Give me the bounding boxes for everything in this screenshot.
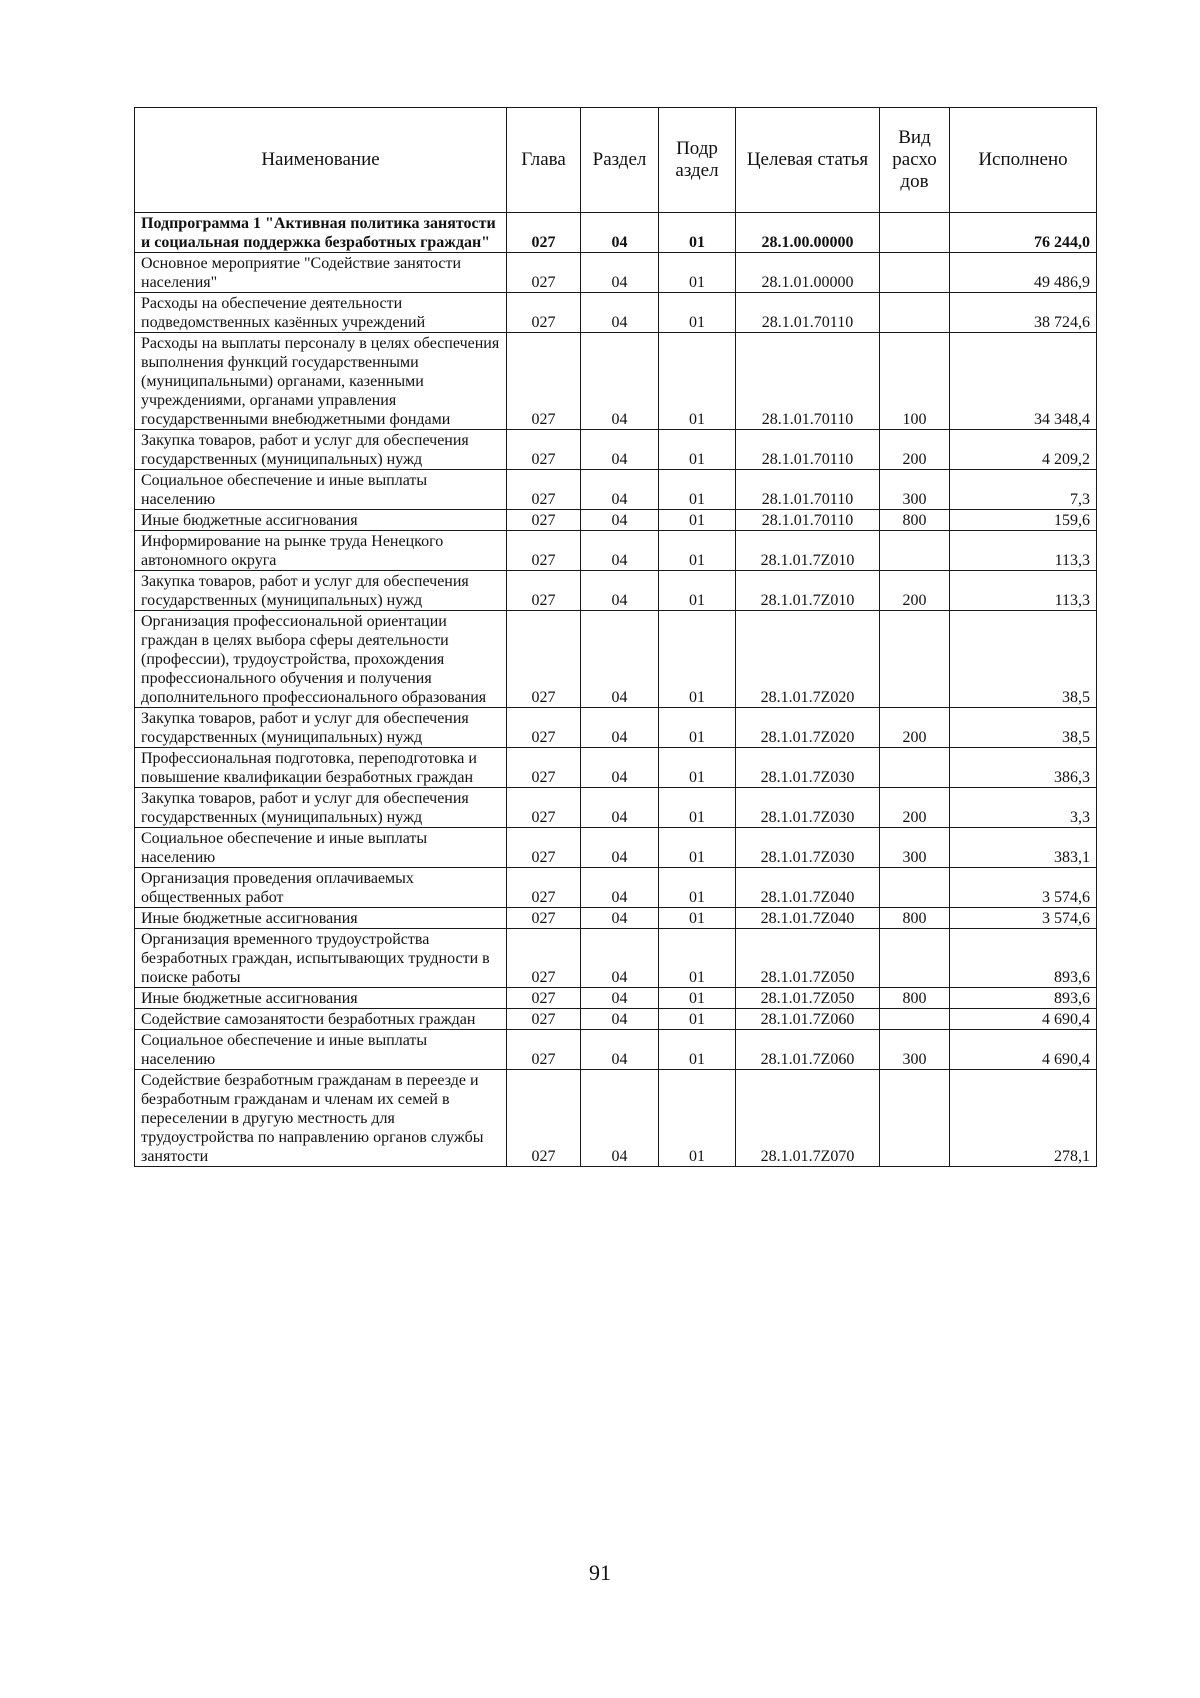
cell-glava: 027	[507, 988, 581, 1009]
cell-name: Закупка товаров, работ и услуг для обеспечения государственных (муниципальных) нужд	[135, 430, 507, 470]
table-row	[135, 748, 1097, 788]
cell-glava: 027	[507, 748, 581, 788]
page-number: 91	[589, 1560, 611, 1585]
cell-razdel: 04	[581, 1030, 659, 1070]
cell-glava: 027	[507, 293, 581, 333]
cell-celevaya-statya: 28.1.01.7Z050	[736, 988, 880, 1009]
cell-razdel: 04	[581, 611, 659, 708]
cell-celevaya-statya: 28.1.01.70110	[736, 430, 880, 470]
cell-razdel: 04	[581, 253, 659, 293]
cell-vid-rashodov: 200	[880, 708, 950, 748]
table-row	[135, 908, 1097, 929]
cell-celevaya-statya: 28.1.01.7Z040	[736, 908, 880, 929]
cell-celevaya-statya: 28.1.01.7Z030	[736, 748, 880, 788]
cell-name: Расходы на обеспечение деятельности подведомственных казённых учреждений	[135, 293, 507, 333]
cell-ispolneno: 3 574,6	[950, 868, 1097, 908]
cell-vid-rashodov	[880, 1009, 950, 1030]
cell-vid-rashodov: 300	[880, 1030, 950, 1070]
header-celevaya-statya: Целевая статья	[736, 108, 880, 213]
cell-celevaya-statya: 28.1.01.7Z020	[736, 611, 880, 708]
cell-podrazdel: 01	[659, 1030, 736, 1070]
cell-glava: 027	[507, 908, 581, 929]
cell-celevaya-statya: 28.1.01.7Z060	[736, 1030, 880, 1070]
cell-razdel: 04	[581, 531, 659, 571]
table-row	[135, 828, 1097, 868]
cell-razdel: 04	[581, 213, 659, 253]
cell-ispolneno: 3 574,6	[950, 908, 1097, 929]
cell-vid-rashodov	[880, 611, 950, 708]
header-razdel: Раздел	[581, 108, 659, 213]
cell-podrazdel: 01	[659, 988, 736, 1009]
cell-vid-rashodov	[880, 531, 950, 571]
cell-ispolneno: 76 244,0	[950, 213, 1097, 253]
cell-razdel: 04	[581, 708, 659, 748]
cell-razdel: 04	[581, 510, 659, 531]
header-glava: Глава	[507, 108, 581, 213]
cell-name: Иные бюджетные ассигнования	[135, 908, 507, 929]
table-row	[135, 1070, 1097, 1167]
cell-vid-rashodov	[880, 293, 950, 333]
cell-vid-rashodov: 800	[880, 908, 950, 929]
cell-celevaya-statya: 28.1.01.7Z050	[736, 929, 880, 988]
cell-glava: 027	[507, 1070, 581, 1167]
cell-glava: 027	[507, 1030, 581, 1070]
cell-celevaya-statya: 28.1.01.7Z070	[736, 1070, 880, 1167]
cell-celevaya-statya: 28.1.01.7Z030	[736, 828, 880, 868]
cell-ispolneno: 3,3	[950, 788, 1097, 828]
cell-name: Закупка товаров, работ и услуг для обеспечения государственных (муниципальных) нужд	[135, 708, 507, 748]
cell-vid-rashodov	[880, 213, 950, 253]
cell-razdel: 04	[581, 571, 659, 611]
cell-glava: 027	[507, 708, 581, 748]
cell-razdel: 04	[581, 908, 659, 929]
cell-celevaya-statya: 28.1.00.00000	[736, 213, 880, 253]
cell-podrazdel: 01	[659, 611, 736, 708]
cell-ispolneno: 893,6	[950, 988, 1097, 1009]
cell-ispolneno: 38 724,6	[950, 293, 1097, 333]
table-row	[135, 213, 1097, 253]
cell-razdel: 04	[581, 868, 659, 908]
cell-name: Расходы на выплаты персоналу в целях обеспечения выполнения функций государственными (муниципальными) органами, казенными учреждениями, органами управления государственными внебюджетными фондами	[135, 333, 507, 430]
table-row	[135, 293, 1097, 333]
cell-vid-rashodov: 200	[880, 788, 950, 828]
cell-podrazdel: 01	[659, 333, 736, 430]
cell-name: Закупка товаров, работ и услуг для обеспечения государственных (муниципальных) нужд	[135, 571, 507, 611]
cell-name: Основное мероприятие "Содействие занятости населения"	[135, 253, 507, 293]
cell-podrazdel: 01	[659, 213, 736, 253]
cell-podrazdel: 01	[659, 929, 736, 988]
cell-podrazdel: 01	[659, 1009, 736, 1030]
table-row	[135, 788, 1097, 828]
cell-glava: 027	[507, 531, 581, 571]
cell-ispolneno: 34 348,4	[950, 333, 1097, 430]
cell-razdel: 04	[581, 470, 659, 510]
cell-razdel: 04	[581, 333, 659, 430]
header-vid-rashodov: Вид расхо дов	[880, 108, 950, 213]
cell-glava: 027	[507, 470, 581, 510]
cell-ispolneno: 113,3	[950, 571, 1097, 611]
cell-name: Содействие безработным гражданам в переезде и безработным гражданам и членам их семей в переселении в другую местность для трудоустройства по направлению органов службы занятости	[135, 1070, 507, 1167]
cell-name: Организация профессиональной ориентации граждан в целях выбора сферы деятельности (профессии), трудоустройства, прохождения профессионального обучения и получения дополнительного профессионального образования	[135, 611, 507, 708]
cell-razdel: 04	[581, 929, 659, 988]
cell-podrazdel: 01	[659, 430, 736, 470]
cell-glava: 027	[507, 571, 581, 611]
cell-name: Иные бюджетные ассигнования	[135, 510, 507, 531]
cell-name: Закупка товаров, работ и услуг для обеспечения государственных (муниципальных) нужд	[135, 788, 507, 828]
cell-podrazdel: 01	[659, 470, 736, 510]
cell-podrazdel: 01	[659, 788, 736, 828]
cell-razdel: 04	[581, 988, 659, 1009]
cell-vid-rashodov	[880, 929, 950, 988]
cell-vid-rashodov: 200	[880, 571, 950, 611]
cell-ispolneno: 159,6	[950, 510, 1097, 531]
cell-celevaya-statya: 28.1.01.7Z010	[736, 571, 880, 611]
cell-podrazdel: 01	[659, 253, 736, 293]
cell-glava: 027	[507, 788, 581, 828]
cell-razdel: 04	[581, 748, 659, 788]
cell-celevaya-statya: 28.1.01.7Z060	[736, 1009, 880, 1030]
cell-name: Содействие самозанятости безработных граждан	[135, 1009, 507, 1030]
table-row	[135, 1030, 1097, 1070]
cell-razdel: 04	[581, 828, 659, 868]
cell-ispolneno: 113,3	[950, 531, 1097, 571]
header-row	[135, 108, 1097, 213]
cell-ispolneno: 383,1	[950, 828, 1097, 868]
cell-podrazdel: 01	[659, 293, 736, 333]
cell-name: Организация проведения оплачиваемых общественных работ	[135, 868, 507, 908]
cell-glava: 027	[507, 213, 581, 253]
cell-glava: 027	[507, 929, 581, 988]
cell-ispolneno: 278,1	[950, 1070, 1097, 1167]
cell-razdel: 04	[581, 430, 659, 470]
table-row	[135, 929, 1097, 988]
cell-ispolneno: 4 690,4	[950, 1030, 1097, 1070]
cell-celevaya-statya: 28.1.01.7Z020	[736, 708, 880, 748]
table-row	[135, 868, 1097, 908]
cell-ispolneno: 49 486,9	[950, 253, 1097, 293]
cell-vid-rashodov: 300	[880, 470, 950, 510]
cell-name: Социальное обеспечение и иные выплаты населению	[135, 828, 507, 868]
cell-glava: 027	[507, 828, 581, 868]
cell-name: Социальное обеспечение и иные выплаты населению	[135, 1030, 507, 1070]
cell-podrazdel: 01	[659, 1070, 736, 1167]
table-row	[135, 510, 1097, 531]
cell-podrazdel: 01	[659, 510, 736, 531]
cell-name: Организация временного трудоустройства безработных граждан, испытывающих трудности в поиске работы	[135, 929, 507, 988]
cell-glava: 027	[507, 510, 581, 531]
cell-glava: 027	[507, 253, 581, 293]
table-row	[135, 333, 1097, 430]
cell-glava: 027	[507, 1009, 581, 1030]
table-row	[135, 611, 1097, 708]
cell-vid-rashodov: 200	[880, 430, 950, 470]
cell-podrazdel: 01	[659, 868, 736, 908]
cell-celevaya-statya: 28.1.01.7Z040	[736, 868, 880, 908]
cell-name: Профессиональная подготовка, переподготовка и повышение квалификации безработных граждан	[135, 748, 507, 788]
cell-name: Информирование на рынке труда Ненецкого автономного округа	[135, 531, 507, 571]
cell-razdel: 04	[581, 1070, 659, 1167]
cell-vid-rashodov	[880, 253, 950, 293]
cell-vid-rashodov: 300	[880, 828, 950, 868]
cell-glava: 027	[507, 333, 581, 430]
cell-vid-rashodov	[880, 868, 950, 908]
cell-celevaya-statya: 28.1.01.7Z010	[736, 531, 880, 571]
cell-razdel: 04	[581, 1009, 659, 1030]
cell-name: Социальное обеспечение и иные выплаты населению	[135, 470, 507, 510]
cell-razdel: 04	[581, 788, 659, 828]
table-row	[135, 531, 1097, 571]
table-row	[135, 988, 1097, 1009]
cell-ispolneno: 38,5	[950, 611, 1097, 708]
cell-name: Подпрограмма 1 "Активная политика занятости и социальная поддержка безработных граждан"	[135, 213, 507, 253]
header-podrazdel: Подр аздел	[659, 108, 736, 213]
budget-table	[134, 107, 1097, 1167]
cell-celevaya-statya: 28.1.01.70110	[736, 510, 880, 531]
cell-vid-rashodov: 800	[880, 510, 950, 531]
cell-ispolneno: 38,5	[950, 708, 1097, 748]
cell-celevaya-statya: 28.1.01.70110	[736, 470, 880, 510]
table-row	[135, 430, 1097, 470]
cell-glava: 027	[507, 868, 581, 908]
cell-ispolneno: 386,3	[950, 748, 1097, 788]
table-row	[135, 708, 1097, 748]
cell-podrazdel: 01	[659, 571, 736, 611]
table-row	[135, 253, 1097, 293]
cell-celevaya-statya: 28.1.01.7Z030	[736, 788, 880, 828]
cell-ispolneno: 893,6	[950, 929, 1097, 988]
cell-podrazdel: 01	[659, 531, 736, 571]
table-body	[135, 213, 1097, 1167]
cell-vid-rashodov: 100	[880, 333, 950, 430]
cell-vid-rashodov: 800	[880, 988, 950, 1009]
header-name: Наименование	[135, 108, 507, 213]
table-row	[135, 470, 1097, 510]
cell-glava: 027	[507, 611, 581, 708]
cell-vid-rashodov	[880, 1070, 950, 1167]
cell-podrazdel: 01	[659, 908, 736, 929]
cell-ispolneno: 7,3	[950, 470, 1097, 510]
cell-podrazdel: 01	[659, 708, 736, 748]
table-row	[135, 571, 1097, 611]
cell-razdel: 04	[581, 293, 659, 333]
cell-glava: 027	[507, 430, 581, 470]
cell-name: Иные бюджетные ассигнования	[135, 988, 507, 1009]
cell-celevaya-statya: 28.1.01.70110	[736, 333, 880, 430]
cell-celevaya-statya: 28.1.01.00000	[736, 253, 880, 293]
table-header	[135, 108, 1097, 213]
header-ispolneno: Исполнено	[950, 108, 1097, 213]
cell-vid-rashodov	[880, 748, 950, 788]
table-row	[135, 1009, 1097, 1030]
cell-podrazdel: 01	[659, 828, 736, 868]
cell-podrazdel: 01	[659, 748, 736, 788]
cell-ispolneno: 4 209,2	[950, 430, 1097, 470]
cell-ispolneno: 4 690,4	[950, 1009, 1097, 1030]
cell-celevaya-statya: 28.1.01.70110	[736, 293, 880, 333]
